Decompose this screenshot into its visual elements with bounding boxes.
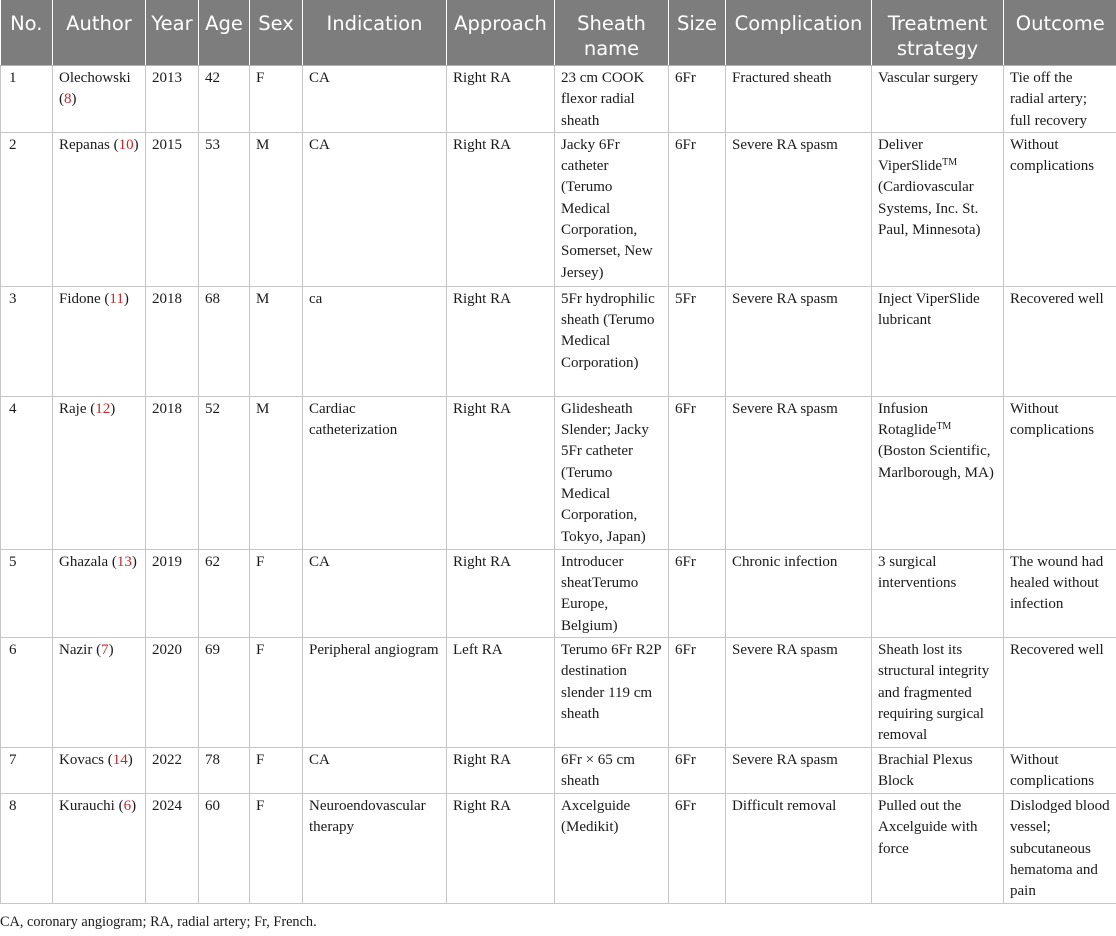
cell-indication: CA bbox=[303, 549, 447, 637]
cell-size: 6Fr bbox=[669, 132, 726, 286]
author-name: Raje bbox=[59, 400, 87, 417]
header-age: Age bbox=[199, 0, 250, 66]
cell-size: 6Fr bbox=[669, 638, 726, 748]
cell-size: 5Fr bbox=[669, 286, 726, 396]
treatment-text: Infusion Rotaglide bbox=[878, 400, 937, 439]
cell-sex: M bbox=[250, 132, 303, 286]
cell-age: 62 bbox=[199, 549, 250, 637]
cell-indication: CA bbox=[303, 132, 447, 286]
cell-age: 53 bbox=[199, 132, 250, 286]
cell-approach: Right RA bbox=[447, 286, 555, 396]
reference-link[interactable]: 6 bbox=[123, 798, 132, 815]
author-name: Olechowski bbox=[59, 70, 131, 86]
cell-treatment: Vascular surgery bbox=[872, 66, 1004, 133]
table-row bbox=[1, 396, 1116, 549]
cell-indication: Cardiac catheterization bbox=[303, 396, 447, 549]
cell-author: Olechowski (8) bbox=[53, 66, 146, 133]
cell-year: 2015 bbox=[146, 132, 199, 286]
cell-approach: Right RA bbox=[447, 748, 555, 794]
cell-sex: F bbox=[250, 549, 303, 637]
cell-sex: F bbox=[250, 66, 303, 133]
author-name: Nazir bbox=[59, 642, 93, 659]
cell-size: 6Fr bbox=[669, 396, 726, 549]
table-row bbox=[1, 794, 1116, 903]
cell-sheath-name: Introducer sheatTerumo Europe, Belgium) bbox=[555, 549, 669, 637]
header-outcome: Outcome bbox=[1004, 0, 1116, 66]
cell-sex: F bbox=[250, 638, 303, 748]
cell-age: 69 bbox=[199, 638, 250, 748]
cell-year: 2018 bbox=[146, 286, 199, 396]
cell-sex: F bbox=[250, 748, 303, 794]
cell-complication: Fractured sheath bbox=[726, 66, 872, 133]
cell-complication: Severe RA spasm bbox=[726, 132, 872, 286]
header-treatment-strategy: Treatment strategy bbox=[872, 0, 1004, 66]
cell-age: 52 bbox=[199, 396, 250, 549]
table-row bbox=[1, 638, 1116, 748]
reference-link[interactable]: 12 bbox=[95, 400, 111, 417]
cell-age: 78 bbox=[199, 748, 250, 794]
treatment-text: Deliver ViperSlide bbox=[878, 136, 943, 175]
cell-year: 2019 bbox=[146, 549, 199, 637]
cell-no: 4 bbox=[1, 396, 53, 549]
cell-outcome: Without complications bbox=[1004, 396, 1116, 549]
author-name: Ghazala bbox=[59, 553, 109, 570]
reference-link[interactable]: 7 bbox=[101, 642, 109, 659]
trademark-mark: TM bbox=[942, 157, 958, 169]
table-row bbox=[1, 748, 1116, 794]
cell-sheath-name: Glidesheath Slender; Jacky 5Fr catheter (Terumo Medical Corporation, Tokyo, Japan) bbox=[555, 396, 669, 549]
cell-no: 6 bbox=[1, 638, 53, 748]
reference-link[interactable]: 14 bbox=[112, 752, 128, 769]
cell-no: 8 bbox=[1, 794, 53, 903]
cell-complication: Severe RA spasm bbox=[726, 396, 872, 549]
cell-size: 6Fr bbox=[669, 66, 726, 133]
cell-treatment bbox=[872, 132, 1004, 286]
header-approach: Approach bbox=[447, 0, 555, 66]
cell-treatment: Sheath lost its structural integrity and fragmented requiring surgical removal bbox=[872, 638, 1004, 748]
cell-author: Kovacs (14) bbox=[53, 748, 146, 794]
trademark-mark: TM bbox=[936, 421, 952, 433]
cell-outcome: The wound had healed without infection bbox=[1004, 549, 1116, 637]
cell-no: 2 bbox=[1, 132, 53, 286]
cell-no: 5 bbox=[1, 549, 53, 637]
cell-outcome: Dislodged blood vessel; subcutaneous hematoma and pain bbox=[1004, 794, 1116, 903]
cell-outcome: Without complications bbox=[1004, 132, 1116, 286]
cell-complication: Severe RA spasm bbox=[726, 748, 872, 794]
cell-approach: Left RA bbox=[447, 638, 555, 748]
cell-no: 3 bbox=[1, 286, 53, 396]
cell-complication: Severe RA spasm bbox=[726, 286, 872, 396]
cell-approach: Right RA bbox=[447, 66, 555, 133]
cell-author: Raje (12) bbox=[53, 396, 146, 549]
cell-indication: Peripheral angiogram bbox=[303, 638, 447, 748]
cell-no: 1 bbox=[1, 66, 53, 133]
header-size: Size bbox=[669, 0, 726, 66]
cell-sheath-name: Terumo 6Fr R2P destination slender 119 cm sheath bbox=[555, 638, 669, 748]
table-row bbox=[1, 286, 1116, 396]
cell-treatment: Inject ViperSlide lubricant bbox=[872, 286, 1004, 396]
author-name: Repanas bbox=[59, 136, 110, 153]
cell-no: 7 bbox=[1, 748, 53, 794]
cell-indication: ca bbox=[303, 286, 447, 396]
cell-treatment: 3 surgical interventions bbox=[872, 549, 1004, 637]
header-author: Author bbox=[53, 0, 146, 66]
cell-indication: CA bbox=[303, 748, 447, 794]
cell-outcome: Recovered well bbox=[1004, 638, 1116, 748]
cell-author: Kurauchi (6) bbox=[53, 794, 146, 903]
cell-sex: M bbox=[250, 396, 303, 549]
author-name: Kovacs bbox=[59, 752, 104, 769]
header-sex: Sex bbox=[250, 0, 303, 66]
cell-year: 2024 bbox=[146, 794, 199, 903]
table-row bbox=[1, 66, 1116, 133]
cell-author: Repanas (10) bbox=[53, 132, 146, 286]
cell-author: Nazir (7) bbox=[53, 638, 146, 748]
reference-link[interactable]: 11 bbox=[109, 290, 124, 307]
cell-treatment bbox=[872, 396, 1004, 549]
header-no: No. bbox=[1, 0, 53, 66]
cell-approach: Right RA bbox=[447, 549, 555, 637]
cell-size: 6Fr bbox=[669, 794, 726, 903]
header-complication: Complication bbox=[726, 0, 872, 66]
treatment-text-continued: (Cardiovascular Systems, Inc. St. Paul, Minnesota) bbox=[878, 179, 981, 239]
cell-year: 2020 bbox=[146, 638, 199, 748]
header-year: Year bbox=[146, 0, 199, 66]
cell-age: 68 bbox=[199, 286, 250, 396]
cell-indication: CA bbox=[303, 66, 447, 133]
cell-sheath-name: 5Fr hydrophilic sheath (Terumo Medical Corporation) bbox=[555, 286, 669, 396]
cell-complication: Difficult removal bbox=[726, 794, 872, 903]
reference-link[interactable]: 10 bbox=[118, 136, 134, 153]
cell-sheath-name: Axcelguide (Medikit) bbox=[555, 794, 669, 903]
cell-age: 42 bbox=[199, 66, 250, 133]
cell-sex: F bbox=[250, 794, 303, 903]
table-row bbox=[1, 549, 1116, 637]
cell-outcome: Tie off the radial artery; full recovery bbox=[1004, 66, 1116, 133]
table-header-row bbox=[1, 0, 1116, 66]
cell-approach: Right RA bbox=[447, 396, 555, 549]
cell-outcome: Without complications bbox=[1004, 748, 1116, 794]
cell-author: Ghazala (13) bbox=[53, 549, 146, 637]
cell-sheath-name: 6Fr × 65 cm sheath bbox=[555, 748, 669, 794]
author-name: Kurauchi bbox=[59, 798, 115, 815]
reference-link[interactable]: 8 bbox=[64, 91, 72, 108]
cell-author: Fidone (11) bbox=[53, 286, 146, 396]
cell-size: 6Fr bbox=[669, 549, 726, 637]
table-footnote: CA, coronary angiogram; RA, radial artery; Fr, French. bbox=[0, 914, 317, 930]
reference-link[interactable]: 13 bbox=[116, 553, 132, 570]
cell-sex: M bbox=[250, 286, 303, 396]
cell-sheath-name: Jacky 6Fr catheter (Terumo Medical Corporation, Somerset, New Jersey) bbox=[555, 132, 669, 286]
treatment-text-continued: (Boston Scientific, Marlborough, MA) bbox=[878, 443, 994, 481]
cell-year: 2013 bbox=[146, 66, 199, 133]
author-name: Fidone bbox=[59, 290, 101, 307]
header-sheath-name: Sheath name bbox=[555, 0, 669, 66]
cell-year: 2022 bbox=[146, 748, 199, 794]
cell-year: 2018 bbox=[146, 396, 199, 549]
table-row bbox=[1, 132, 1116, 286]
cell-approach: Right RA bbox=[447, 132, 555, 286]
cell-complication: Severe RA spasm bbox=[726, 638, 872, 748]
cell-outcome: Recovered well bbox=[1004, 286, 1116, 396]
cell-size: 6Fr bbox=[669, 748, 726, 794]
cell-approach: Right RA bbox=[447, 794, 555, 903]
cell-indication: Neuroendovascular therapy bbox=[303, 794, 447, 903]
cell-treatment: Pulled out the Axcelguide with force bbox=[872, 794, 1004, 903]
header-indication: Indication bbox=[303, 0, 447, 66]
cell-treatment: Brachial Plexus Block bbox=[872, 748, 1004, 794]
cell-age: 60 bbox=[199, 794, 250, 903]
cell-complication: Chronic infection bbox=[726, 549, 872, 637]
cell-sheath-name: 23 cm COOK flexor radial sheath bbox=[555, 66, 669, 133]
